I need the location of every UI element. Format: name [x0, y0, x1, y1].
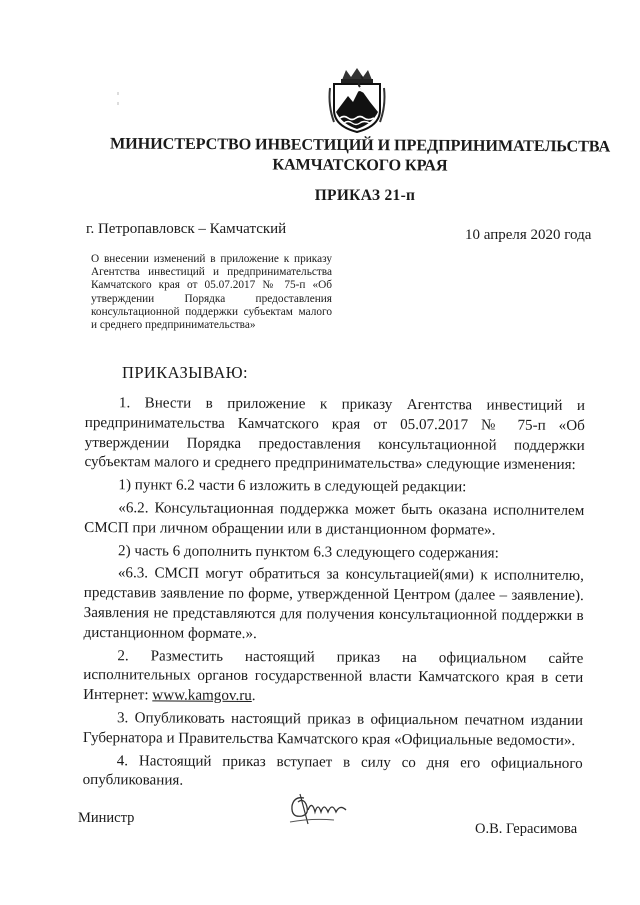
prikazyvayu-heading: ПРИКАЗЫВАЮ: [122, 363, 248, 382]
ministry-name-line2: КАМЧАТСКОГО КРАЯ [272, 155, 448, 175]
paragraph-2-text: 2. Разместить настоящий приказ на официальном сайте исполнительных органов государственной власти Камчатского края в сети Интернет: [83, 647, 584, 704]
paragraph-2 [83, 647, 583, 709]
order-body [83, 394, 585, 794]
ministry-name-line1: МИНИСТЕРСТВО ИНВЕСТИЦИЙ И ПРЕДПРИНИМАТЕЛЬСТВА [109, 134, 611, 156]
signer-title: Министр [78, 810, 135, 826]
subitem-1: 1) пункт 6.2 части 6 изложить в следующей редакции: [118, 477, 467, 496]
signer-name: О.В. Герасимова [475, 821, 578, 837]
order-subject: О внесении изменений в приложение к приказу Агентства инвестиций и предпринимательства Камчатского края от 05.07.2017 № 75-п «Об утверждении Порядка предоставления консультационной поддержки субъектам малого и среднего предпринимательства» [91, 253, 332, 332]
paragraph-2-end: . [251, 688, 256, 705]
subitem-2-text: «6.3. СМСП могут обратиться за консультацией(ями) к исполнителю, представив заявление по форме, утвержденной Центром (далее – заявление). Заявления не представляются для получения консультационной поддержки в дистанционном формате.». [83, 565, 584, 642]
handwritten-signature-icon [282, 788, 354, 832]
paragraph-4: 4. Настоящий приказ вступает в силу со дня его официального опубликования. [82, 752, 583, 789]
subitem-1-text: «6.2. Консультационная поддержка может быть оказана исполнителем СМСП при личном обращении или в дистанционном формате». [84, 500, 585, 539]
order-title: ПРИКАЗ 21-п [314, 187, 416, 204]
subitem-2: 2) часть 6 дополнить пунктом 6.3 следующего содержания: [117, 542, 499, 562]
order-date: 10 апреля 2020 года [465, 227, 592, 243]
scan-speck [116, 92, 120, 106]
paragraph-1: 1. Внести в приложение к приказу Агентства инвестиций и предпринимательства Камчатского края от 05.07.2017 № 75-п «Об утверждении Порядка предоставления консультационной поддержки субъектам малого и среднего предпринимательства» следующие изменения: [84, 395, 585, 474]
paragraph-3: 3. Опубликовать настоящий приказ в официальном печатном издании Губернатора и Правительства Камчатского края «Официальные ведомости». [82, 710, 584, 749]
ministry-header [100, 133, 620, 176]
kamchatka-coat-of-arms-icon [326, 66, 388, 134]
city: г. Петропавловск – Камчатский [86, 221, 287, 237]
kamgov-link[interactable]: www.kamgov.ru [152, 687, 252, 705]
